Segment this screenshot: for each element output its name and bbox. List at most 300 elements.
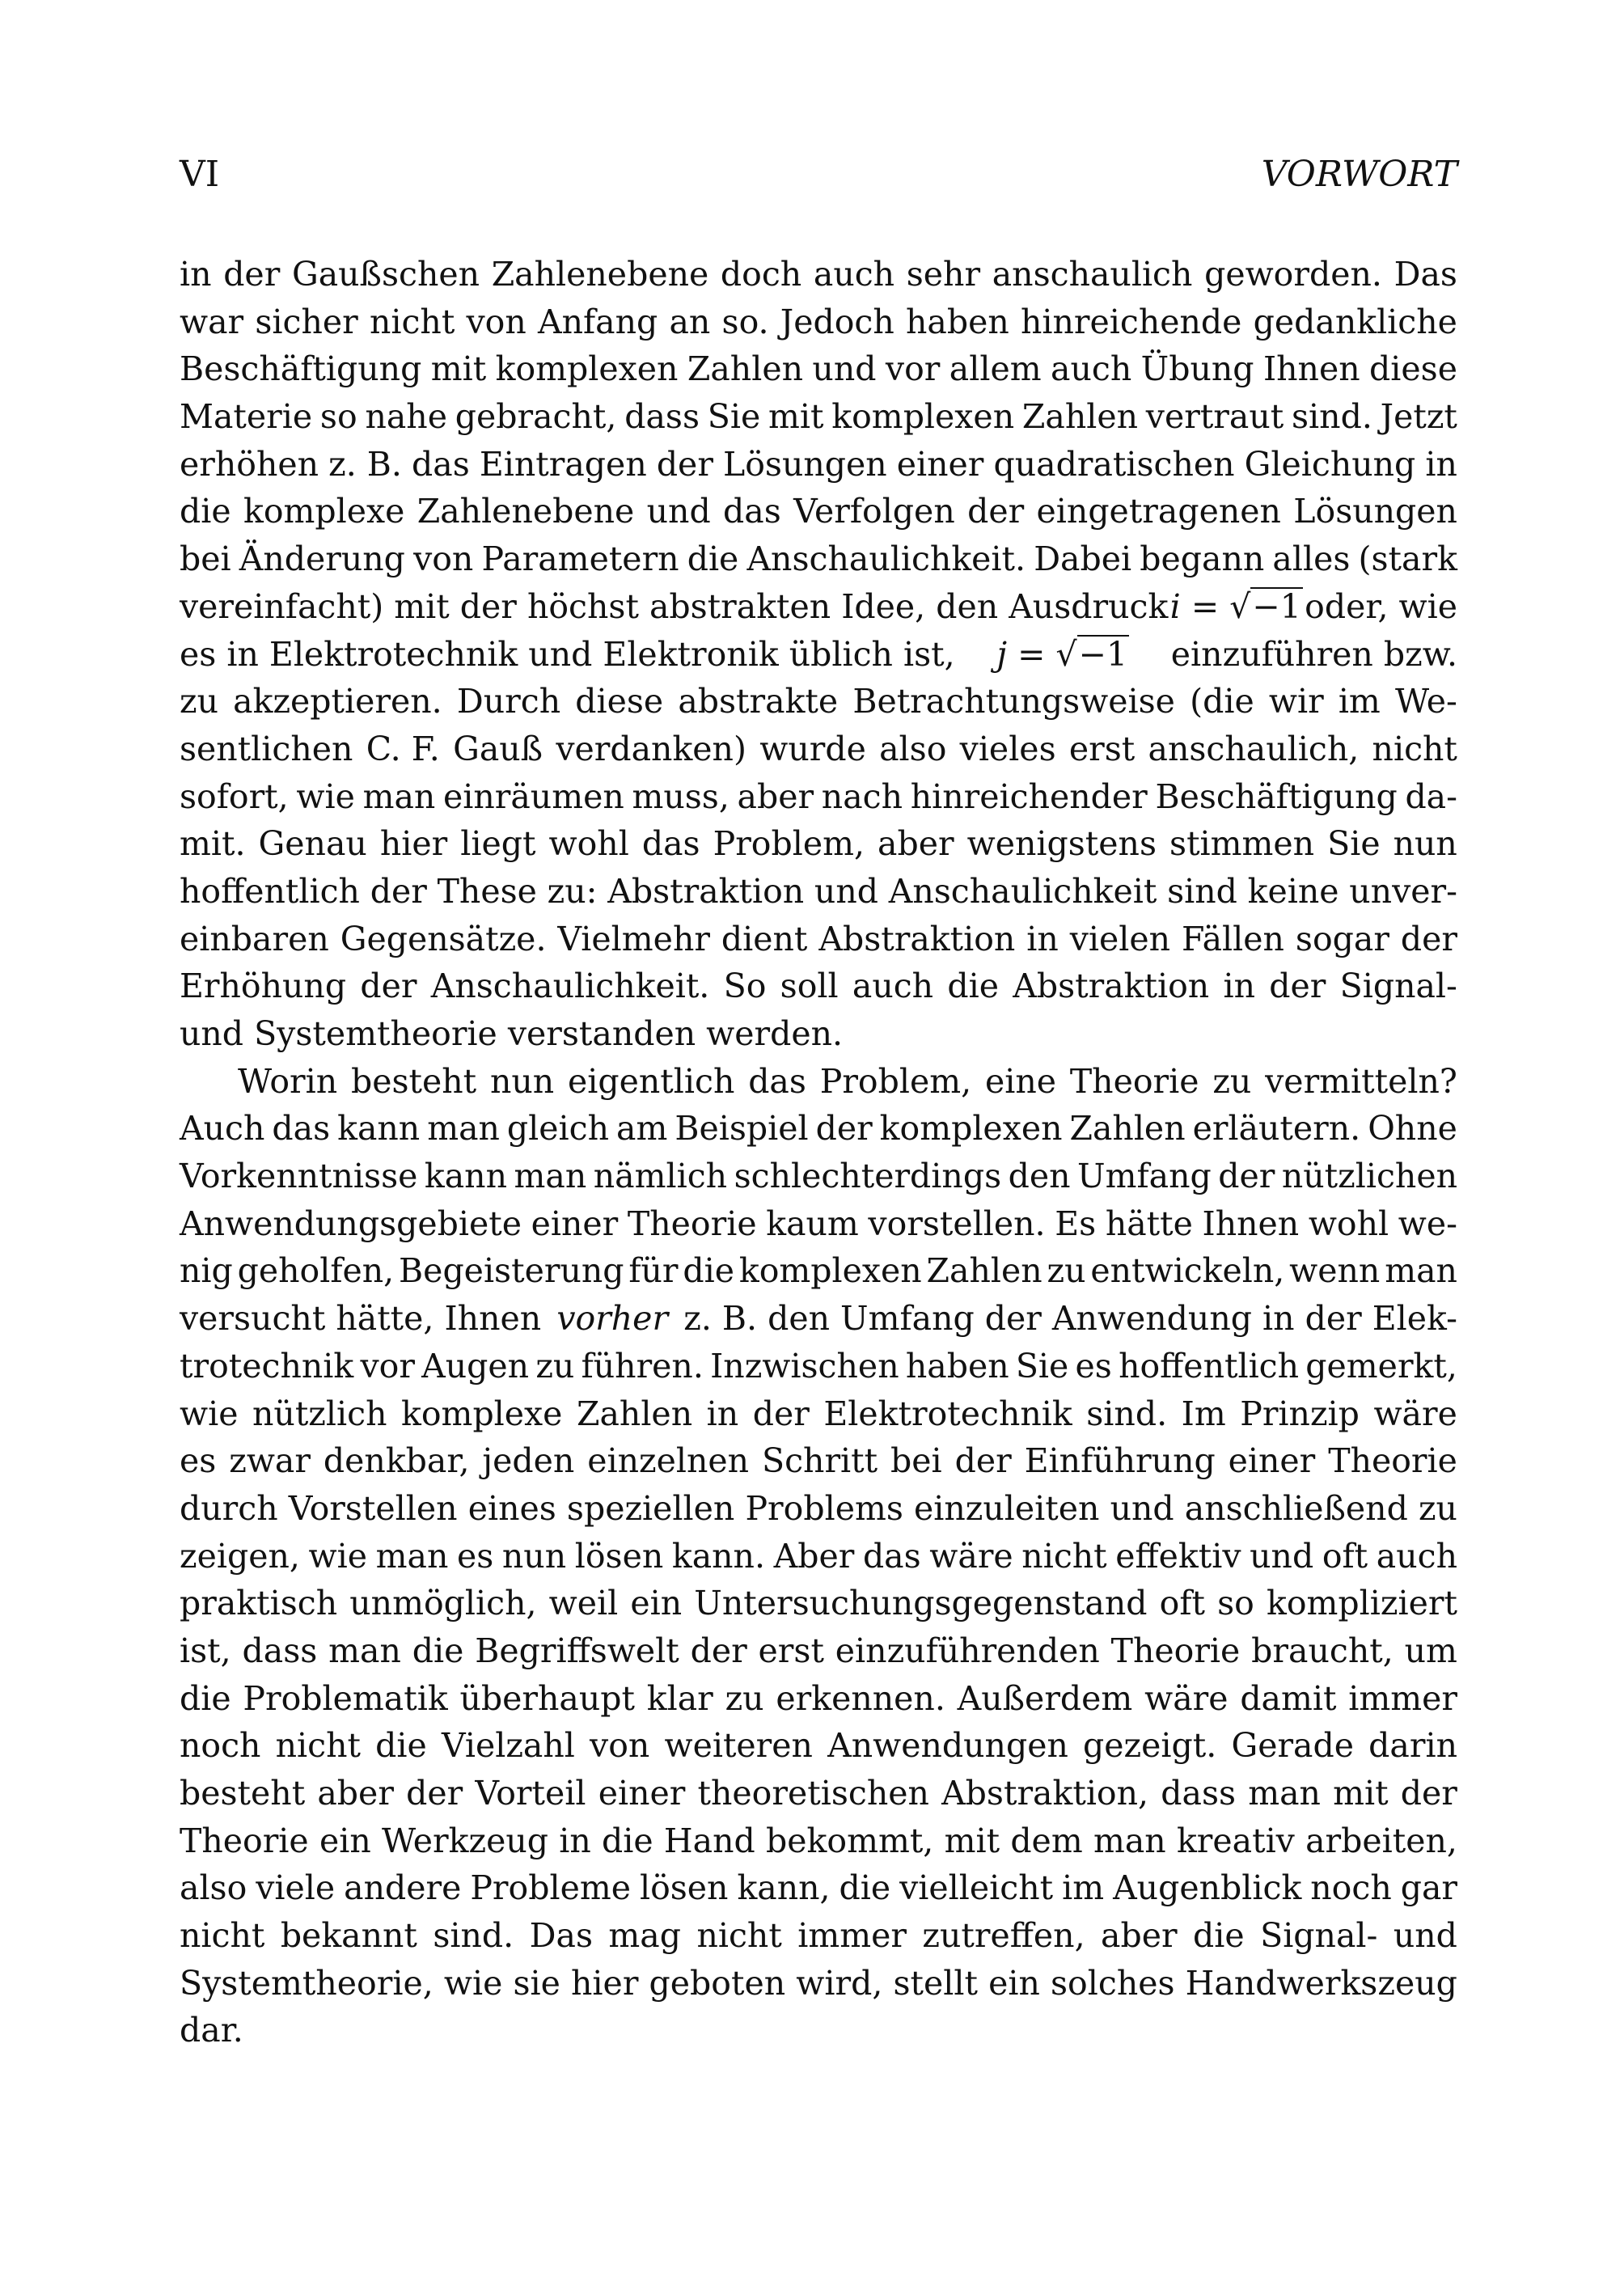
word: lösen	[639, 1868, 729, 1908]
word: nach	[821, 776, 903, 816]
word: gleich	[506, 1109, 610, 1149]
word: noch	[1310, 1868, 1392, 1908]
radical-sign: √	[1055, 634, 1077, 674]
text-line	[180, 488, 1457, 535]
word: noch	[180, 1726, 261, 1766]
word: bei	[180, 539, 231, 579]
word: Auch	[180, 1109, 265, 1149]
word: gezeigt.	[1083, 1726, 1217, 1766]
word: erhöhen	[180, 444, 319, 484]
word: war	[180, 302, 244, 341]
word: keine	[1247, 871, 1339, 911]
word: Vorstellen	[288, 1488, 458, 1528]
word: sentlichen	[180, 729, 353, 768]
word: ist,	[180, 1631, 231, 1670]
word: einzuleiten	[914, 1488, 1100, 1528]
word: man	[1093, 1821, 1166, 1860]
word: nicht	[180, 1916, 265, 1956]
word: am	[616, 1109, 668, 1149]
word: hoffentlich	[1119, 1346, 1300, 1386]
word: Zahlen	[1069, 1109, 1186, 1149]
word: theoretischen	[697, 1774, 929, 1813]
word: erst	[1068, 729, 1136, 768]
word: die	[602, 1821, 653, 1860]
word: vielleicht	[899, 1868, 1054, 1908]
text-line	[180, 678, 1457, 726]
word: zeigen,	[180, 1536, 300, 1576]
word: zu	[1047, 1251, 1086, 1291]
math-lhs: i =	[1169, 586, 1220, 626]
word: nicht	[275, 1726, 361, 1766]
word: Worin	[238, 1061, 338, 1101]
word: Zahlen	[1021, 397, 1139, 437]
word: und	[812, 349, 877, 389]
word: besteht	[180, 1774, 306, 1813]
word: Ihnen	[1262, 349, 1360, 389]
word: Änderung	[239, 539, 405, 579]
word: We-	[1394, 682, 1457, 721]
word: Theorie	[1069, 1061, 1199, 1101]
text-line	[180, 1485, 1457, 1533]
word: nun	[501, 1536, 567, 1576]
word: Problems	[745, 1488, 903, 1528]
word: geholfen,	[237, 1251, 395, 1291]
word: trotechnik	[180, 1346, 354, 1386]
word: dass	[1161, 1774, 1237, 1813]
word: anschaulich,	[1148, 729, 1360, 768]
word: wohl	[1308, 1204, 1389, 1243]
word: dient	[721, 919, 808, 958]
word: im	[1338, 682, 1381, 721]
running-header	[180, 154, 1457, 202]
word: Anschaulichkeit	[888, 871, 1157, 911]
word: in	[1425, 444, 1457, 484]
word: vieles	[959, 729, 1056, 768]
word: mit	[1333, 1774, 1389, 1813]
word: Gaußschen	[291, 255, 480, 294]
radicand: −1	[1252, 586, 1301, 626]
word: kann	[337, 1109, 421, 1149]
word: erst	[758, 1631, 824, 1670]
radicand: −1	[1078, 634, 1128, 674]
word: gebracht,	[455, 397, 617, 437]
word: man	[328, 1631, 401, 1670]
word: hier	[379, 824, 448, 864]
text-line	[180, 916, 1457, 963]
word: das	[412, 444, 470, 484]
word: zu	[1212, 1061, 1252, 1101]
word: kann,	[737, 1868, 831, 1908]
word: anschaulich	[992, 255, 1193, 294]
text-line-indented	[180, 1058, 1457, 1106]
word: es	[456, 1536, 494, 1576]
word: das	[641, 824, 700, 864]
word: These	[437, 871, 537, 911]
page-number: VI	[180, 154, 220, 195]
text-line	[180, 1864, 1457, 1912]
word: von	[413, 539, 474, 579]
word: Hand	[663, 1821, 755, 1860]
text-line	[180, 868, 1457, 916]
word: klar	[646, 1678, 713, 1718]
word: immer	[1348, 1678, 1457, 1718]
word: Das	[1394, 255, 1457, 294]
word: Erhöhung	[180, 967, 347, 1006]
word: und	[646, 492, 711, 531]
word: Beschäftigung	[180, 349, 422, 389]
word: unmöglich,	[349, 1584, 537, 1623]
word: überhaupt	[459, 1678, 635, 1718]
word: Werkzeug	[381, 1821, 549, 1860]
word: doch	[720, 255, 802, 294]
word: Zahlen	[576, 1394, 693, 1433]
word: Sie	[1327, 824, 1381, 864]
word: wohl	[548, 824, 629, 864]
word: nig	[180, 1251, 233, 1291]
word: hier	[571, 1963, 639, 2003]
word: haben	[905, 1346, 1009, 1386]
word: Theorie	[180, 1821, 309, 1860]
word: effektiv	[1115, 1536, 1241, 1576]
word: schlechterdings	[734, 1157, 1002, 1196]
word: die	[947, 967, 999, 1006]
word: immer	[797, 1916, 907, 1956]
word: Augenblick	[1113, 1868, 1302, 1908]
word: Signal-	[1339, 967, 1457, 1006]
word: wie	[308, 1536, 368, 1576]
word: der	[656, 444, 713, 484]
word: nicht	[696, 1916, 782, 1956]
word: komplexen	[738, 1251, 922, 1291]
word: in	[559, 1821, 591, 1860]
word: liegt	[460, 824, 536, 864]
word: wäre	[1144, 1678, 1229, 1718]
word: alles	[1272, 539, 1351, 579]
text-segment: einzuführen bzw.	[1170, 634, 1457, 674]
word: Betrachtungsweise	[852, 682, 1175, 721]
word: nahe	[365, 397, 447, 437]
word: nicht	[1372, 729, 1457, 768]
word: der	[360, 967, 417, 1006]
word: zu	[535, 1346, 575, 1386]
word: Aber	[773, 1536, 855, 1576]
word: kreativ	[1176, 1821, 1295, 1860]
word: Anschaulichkeit.	[430, 967, 710, 1006]
word: haben	[906, 302, 1009, 341]
word: diese	[575, 682, 664, 721]
word: gedankliche	[1253, 302, 1457, 341]
word: einer	[896, 444, 984, 484]
word: Anwendungen	[827, 1726, 1068, 1766]
text-line	[180, 726, 1457, 773]
text-line	[180, 1390, 1457, 1438]
word: Dabei	[1034, 539, 1132, 579]
word: Fällen	[1181, 919, 1284, 958]
word: zu	[1418, 1488, 1457, 1528]
word: einer	[1228, 1441, 1316, 1481]
word: Vorteil	[475, 1774, 586, 1813]
word: bekannt	[280, 1916, 417, 1956]
word: der	[815, 1109, 873, 1149]
word: mit	[944, 1821, 1000, 1860]
word: erläutern.	[1192, 1109, 1361, 1149]
word: nun	[1393, 824, 1457, 864]
text-line	[180, 1817, 1457, 1865]
word: akzeptieren.	[233, 682, 442, 721]
word: weiteren	[664, 1726, 813, 1766]
word: Schritt	[762, 1441, 878, 1481]
text-line	[180, 962, 1457, 1010]
word: zu	[725, 1678, 764, 1718]
word: eine	[984, 1061, 1056, 1101]
word: zu	[180, 682, 219, 721]
word: Elektrotechnik	[823, 1394, 1072, 1433]
word: Theorie	[627, 1204, 757, 1243]
word: Sie	[1015, 1346, 1069, 1386]
word: Ihnen	[1202, 1204, 1300, 1243]
word: führen.	[581, 1346, 704, 1386]
word: den	[1008, 1157, 1071, 1196]
word: das	[748, 1061, 806, 1101]
word: damit	[1240, 1678, 1337, 1718]
word: sind.	[1086, 1394, 1168, 1433]
word: zutreffen,	[922, 1916, 1085, 1956]
text-line	[180, 773, 1457, 821]
word: Es	[1055, 1204, 1097, 1243]
text-line	[180, 1770, 1457, 1817]
word: es	[180, 1441, 217, 1481]
text-line	[180, 298, 1457, 346]
word: komplexen	[831, 397, 1015, 437]
word: nützlichen	[1281, 1157, 1457, 1196]
word: mit	[768, 397, 824, 437]
word: wenigstens	[966, 824, 1157, 864]
word: von	[590, 1726, 650, 1766]
word: man	[1248, 1774, 1321, 1813]
word: stimmen	[1169, 824, 1315, 864]
text-segment: oder, wie	[1305, 586, 1457, 626]
word: der	[954, 1441, 1012, 1481]
word: man	[1385, 1251, 1457, 1291]
word: geworden.	[1204, 255, 1382, 294]
word: in	[180, 255, 212, 294]
text-line	[180, 820, 1457, 868]
word: Anschaulichkeit.	[746, 539, 1026, 579]
word: muss,	[632, 776, 730, 816]
sqrt-symbol	[1056, 631, 1130, 679]
word: Systemtheorie,	[180, 1963, 433, 2003]
word: nicht	[1021, 1536, 1107, 1576]
word: die	[180, 1678, 231, 1718]
word: in	[706, 1394, 739, 1433]
word: speziellen	[566, 1488, 735, 1528]
word: und	[1250, 1536, 1314, 1576]
word: Abstraktion	[818, 919, 1016, 958]
word: da-	[1405, 776, 1457, 816]
word: sie	[513, 1963, 560, 2003]
word: Gauß	[453, 729, 543, 768]
word: (stark	[1358, 539, 1457, 579]
word: das	[723, 492, 781, 531]
word: auch	[1376, 1536, 1457, 1576]
text-line	[180, 1153, 1457, 1200]
word: Jedoch	[780, 302, 894, 341]
text-line	[180, 1722, 1457, 1770]
word: (die	[1190, 682, 1254, 721]
word: die	[839, 1868, 891, 1908]
word: Zahlenebene	[491, 255, 709, 294]
word: Problematik	[243, 1678, 448, 1718]
text-segment: vereinfacht) mit der höchst abstrakten Idee, den Ausdruck	[180, 586, 1169, 626]
word: wäre	[929, 1536, 1013, 1576]
text-line	[180, 345, 1457, 393]
word: einzuführenden	[835, 1631, 1100, 1670]
word: begann	[1140, 539, 1265, 579]
word: komplexen	[879, 1109, 1063, 1149]
word: nützlich	[252, 1394, 387, 1433]
word: stellt	[893, 1963, 978, 2003]
word: andere	[344, 1868, 462, 1908]
text-line-last: und Systemtheorie verstanden werden.	[180, 1014, 844, 1053]
word: aber	[737, 776, 814, 816]
word: vor	[360, 1346, 415, 1386]
word: der	[370, 871, 427, 911]
text-line-math	[180, 583, 1457, 631]
math-expression-i	[1170, 583, 1303, 631]
word: von	[466, 302, 527, 341]
word: quadratischen	[993, 444, 1235, 484]
word: Vielmehr	[557, 919, 710, 958]
word: Beispiel	[675, 1109, 809, 1149]
word: der	[223, 255, 281, 294]
word: praktisch	[180, 1584, 338, 1623]
text-line-last: dar.	[180, 2011, 243, 2050]
word: Signal-	[1260, 1916, 1378, 1956]
word: Anfang	[537, 302, 658, 341]
text-body	[180, 251, 1457, 2054]
word: Inzwischen	[710, 1346, 899, 1386]
word: der	[690, 1631, 747, 1670]
word: Beschäftigung	[1155, 776, 1398, 816]
word: kompliziert	[1266, 1584, 1457, 1623]
word: Lösungen	[723, 444, 887, 484]
word: sofort,	[180, 776, 289, 816]
word: sind.	[1292, 397, 1372, 437]
text-line	[180, 1533, 1457, 1580]
running-title: VORWORT	[1261, 154, 1457, 195]
word: nämlich	[593, 1157, 728, 1196]
word: Theorie	[1328, 1441, 1457, 1481]
word: lösen	[574, 1536, 664, 1576]
word: Zahlenebene	[417, 492, 635, 531]
word: komplexe	[401, 1394, 563, 1433]
text-line	[180, 251, 1457, 298]
word: Eintragen	[479, 444, 647, 484]
word: der	[1400, 919, 1457, 958]
word: die	[412, 1631, 464, 1670]
word: verdanken)	[556, 729, 746, 768]
word: ein	[630, 1584, 683, 1623]
word: Vorkenntnisse	[180, 1157, 418, 1196]
word: und	[1110, 1488, 1174, 1528]
text-line	[180, 1627, 1457, 1675]
word: wie	[180, 1394, 239, 1433]
word: entwickeln,	[1090, 1251, 1285, 1291]
word: der	[1269, 967, 1326, 1006]
text-line	[180, 1247, 1457, 1295]
word: Das	[529, 1916, 593, 1956]
text-line-emphasis	[180, 1295, 1457, 1343]
word: Anwendungsgebiete	[180, 1204, 522, 1243]
emphasized-word: vorher	[556, 1299, 669, 1339]
word: oft	[1159, 1584, 1205, 1623]
word: sind.	[433, 1916, 514, 1956]
word: im	[1062, 1868, 1105, 1908]
math-expression-j	[996, 631, 1129, 679]
word: kann	[424, 1157, 507, 1196]
word: so	[319, 397, 357, 437]
word: der	[1400, 1774, 1457, 1813]
word: die	[687, 539, 739, 579]
word: also	[879, 729, 947, 768]
word: zwar	[229, 1441, 311, 1481]
word: aber	[317, 1774, 394, 1813]
word: man	[362, 776, 436, 816]
word: mit	[430, 349, 487, 389]
word: darin	[1368, 1726, 1457, 1766]
text-segment: versucht hätte, Ihnen	[180, 1299, 542, 1339]
word: Augen	[421, 1346, 530, 1386]
word: sicher	[255, 302, 358, 341]
text-line	[180, 1200, 1457, 1248]
word: we-	[1398, 1204, 1457, 1243]
text-line	[180, 1343, 1457, 1390]
word: C. F.	[366, 729, 440, 768]
word: Gerade	[1231, 1726, 1355, 1766]
word: solches	[1051, 1963, 1175, 2003]
word: vielen	[1069, 919, 1171, 958]
word: Theorie	[1110, 1631, 1241, 1670]
word: hinreichende	[1020, 302, 1242, 341]
word: einer	[598, 1774, 686, 1813]
math-lhs: j =	[996, 634, 1046, 674]
word: oft	[1322, 1536, 1368, 1576]
word: dass	[242, 1631, 318, 1670]
word: Untersuchungsgegenstand	[694, 1584, 1148, 1623]
word: Zahlen	[687, 349, 803, 389]
word: wurde	[759, 729, 866, 768]
text-line	[180, 1675, 1457, 1723]
word: gemerkt,	[1305, 1346, 1457, 1386]
word: einräumen	[442, 776, 624, 816]
word: vertraut	[1145, 397, 1284, 437]
word: der	[967, 492, 1025, 531]
word: Außerdem	[957, 1678, 1133, 1718]
text-line	[180, 441, 1457, 489]
word: Begriffswelt	[475, 1631, 679, 1670]
word: z. B.	[328, 444, 402, 484]
word: diese	[1369, 349, 1457, 389]
word: allem	[949, 349, 1042, 389]
text-line	[180, 1580, 1457, 1627]
word: sind	[1167, 871, 1237, 911]
word: Sie	[707, 397, 761, 437]
word: die	[180, 492, 231, 531]
word: die	[1193, 1916, 1245, 1956]
word: wir	[1268, 682, 1324, 721]
word: das	[862, 1536, 921, 1576]
word: Verfolgen	[793, 492, 955, 531]
